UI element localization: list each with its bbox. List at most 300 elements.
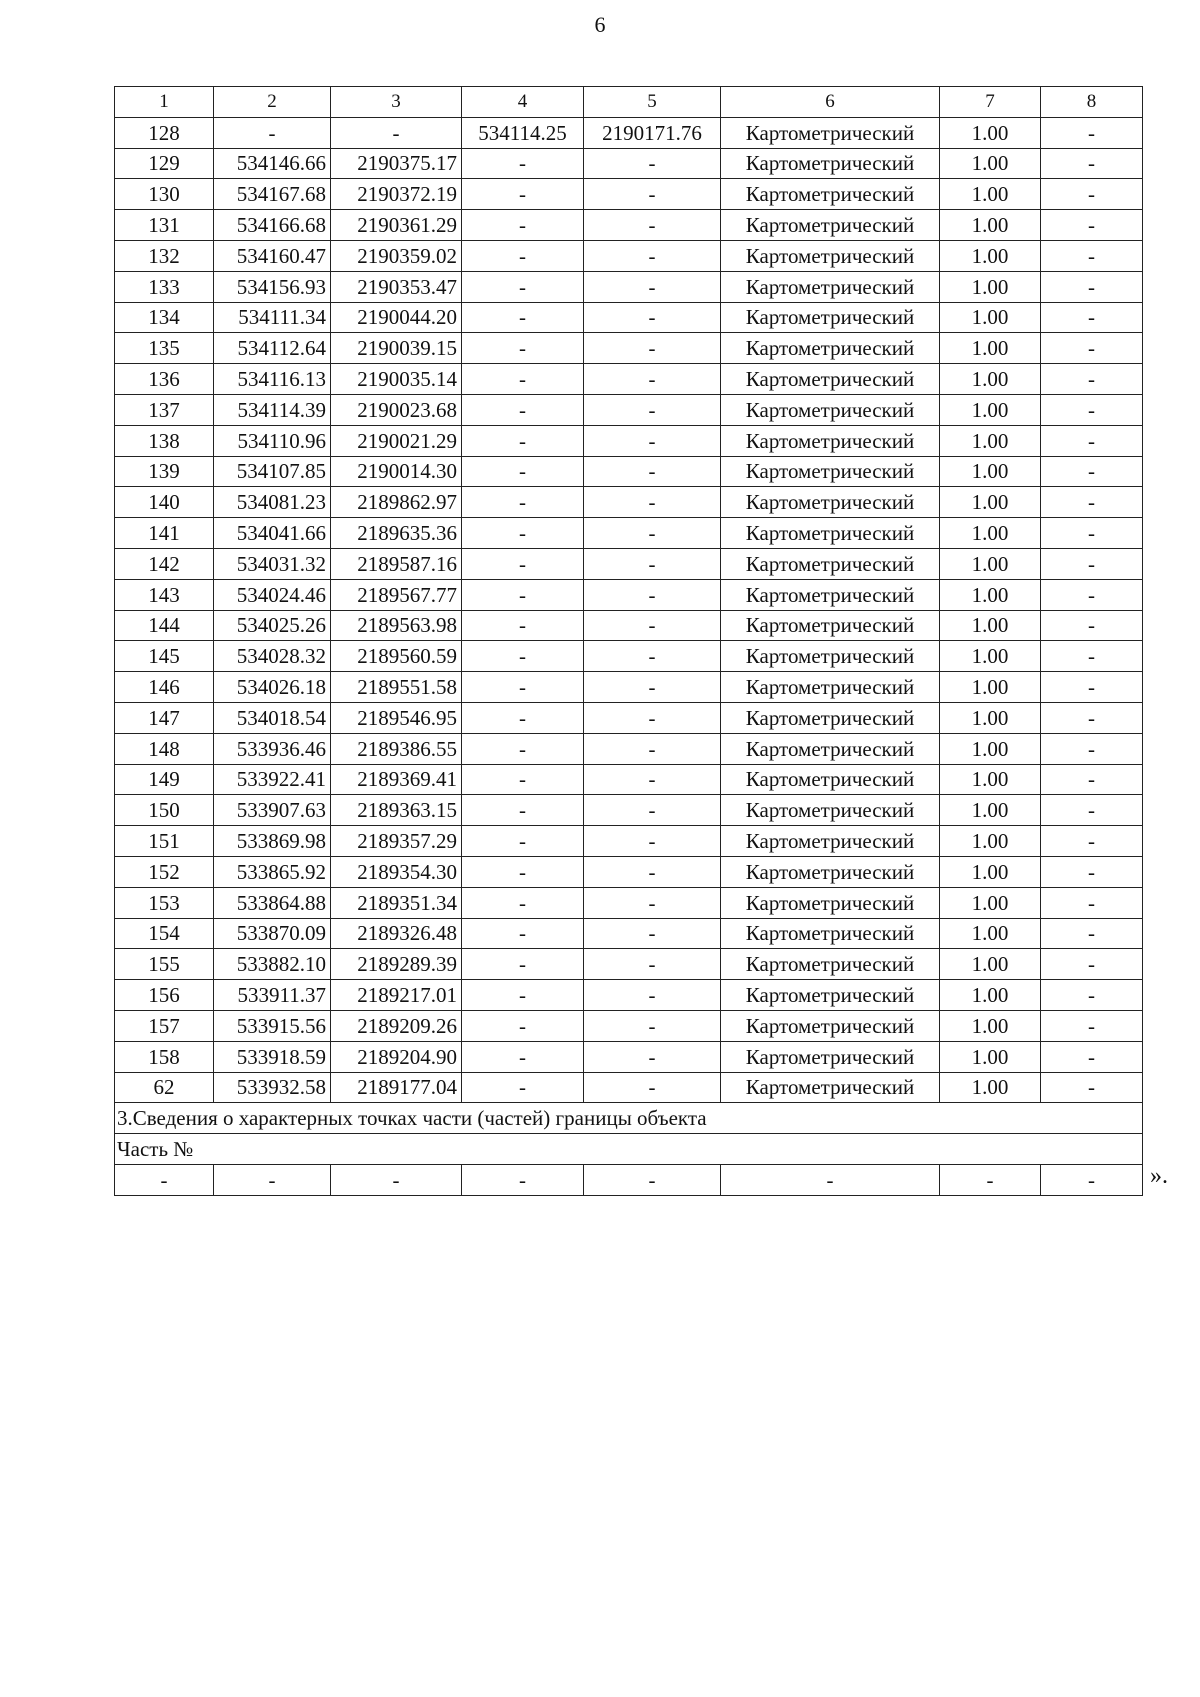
table-cell: 533864.88 [214,887,331,918]
table-row [115,240,1143,271]
table-cell: - [1041,333,1143,364]
table-cell: 533882.10 [214,949,331,980]
table-cell: - [115,1164,214,1195]
table-cell: Картометрический [721,179,940,210]
table-cell: 533869.98 [214,826,331,857]
table-cell: Картометрический [721,210,940,241]
table-cell: 139 [115,456,214,487]
table-cell: 1.00 [940,980,1041,1011]
table-cell: 1.00 [940,579,1041,610]
table-cell: - [462,579,584,610]
table-cell: Картометрический [721,271,940,302]
table-cell: - [1041,579,1143,610]
table-cell: 155 [115,949,214,980]
table-cell: - [1041,1072,1143,1103]
table-cell: - [462,826,584,857]
table-cell: 2189567.77 [331,579,462,610]
table-cell: - [462,333,584,364]
table-cell: 2189357.29 [331,826,462,857]
table-row [115,826,1143,857]
table-cell: - [584,210,721,241]
table-cell: Картометрический [721,487,940,518]
table-cell: 1.00 [940,548,1041,579]
table-cell: - [584,795,721,826]
table-cell: - [584,826,721,857]
table-cell: - [462,1164,584,1195]
table-row [115,949,1143,980]
table-cell: - [462,179,584,210]
table-cell: 2189563.98 [331,610,462,641]
table-row [115,148,1143,179]
table-cell: 2190359.02 [331,240,462,271]
table-cell: - [462,733,584,764]
empty-part-row [115,1164,1143,1195]
table-row [115,733,1143,764]
table-cell: 534146.66 [214,148,331,179]
table-cell: 1.00 [940,1041,1041,1072]
table-cell: 534026.18 [214,672,331,703]
table-cell: 156 [115,980,214,1011]
table-cell: 533911.37 [214,980,331,1011]
table-cell: - [462,210,584,241]
table-cell: 1.00 [940,518,1041,549]
table-cell: - [462,548,584,579]
table-cell: 146 [115,672,214,703]
table-cell: Картометрический [721,302,940,333]
table-cell: 2189351.34 [331,887,462,918]
table-cell: Картометрический [721,425,940,456]
table-cell: 143 [115,579,214,610]
table-cell: - [1041,1010,1143,1041]
table-cell: - [584,980,721,1011]
table-row [115,1072,1143,1103]
table-cell: Картометрический [721,949,940,980]
table-cell: - [462,487,584,518]
part-label-row [115,1134,1143,1165]
table-cell: - [1041,1041,1143,1072]
table-cell: - [584,702,721,733]
table-cell: 2189209.26 [331,1010,462,1041]
table-cell: 1.00 [940,856,1041,887]
table-row [115,518,1143,549]
table-cell: 1.00 [940,302,1041,333]
column-header: 5 [584,87,721,118]
table-cell: - [331,1164,462,1195]
table-cell: 2189551.58 [331,672,462,703]
table-cell: 153 [115,887,214,918]
table-cell: 2190035.14 [331,364,462,395]
table-cell: 145 [115,641,214,672]
table-cell: 1.00 [940,702,1041,733]
table-cell: 130 [115,179,214,210]
coordinates-table-body [115,87,1143,1196]
table-cell: 2189369.41 [331,764,462,795]
table-cell: - [462,887,584,918]
table-cell: - [1041,302,1143,333]
table-row [115,1010,1143,1041]
table-cell: 2189386.55 [331,733,462,764]
table-row [115,302,1143,333]
table-cell: - [1041,980,1143,1011]
table-cell: - [584,394,721,425]
table-cell: 140 [115,487,214,518]
table-cell: - [1041,764,1143,795]
table-cell: - [1041,856,1143,887]
table-cell: 2190372.19 [331,179,462,210]
table-cell: - [462,795,584,826]
page-number: 6 [594,12,606,37]
table-cell: 2189363.15 [331,795,462,826]
table-cell: 2189217.01 [331,980,462,1011]
table-cell: - [1041,518,1143,549]
table-cell: Картометрический [721,856,940,887]
table-cell: 2190171.76 [584,117,721,148]
table-cell: - [584,949,721,980]
table-cell: Картометрический [721,240,940,271]
table-cell: - [462,980,584,1011]
table-row [115,117,1143,148]
table-cell: - [1041,117,1143,148]
section-title-row [115,1103,1143,1134]
table-cell: - [584,887,721,918]
table-cell: 147 [115,702,214,733]
table-cell: Картометрический [721,826,940,857]
table-cell: 533915.56 [214,1010,331,1041]
table-cell: - [462,148,584,179]
table-cell: 1.00 [940,1010,1041,1041]
table-cell: 2190361.29 [331,210,462,241]
table-cell: 1.00 [940,918,1041,949]
table-cell: - [584,487,721,518]
table-cell: - [462,456,584,487]
table-row [115,333,1143,364]
table-cell: - [584,1041,721,1072]
table-cell: Картометрический [721,887,940,918]
table-cell: - [462,949,584,980]
table-cell: - [462,1072,584,1103]
table-cell: - [462,394,584,425]
table-cell: - [584,548,721,579]
table-row [115,887,1143,918]
table-cell: 152 [115,856,214,887]
table-cell: - [462,918,584,949]
table-cell: 137 [115,394,214,425]
table-cell: - [214,1164,331,1195]
table-cell: 2189635.36 [331,518,462,549]
table-cell: - [584,1072,721,1103]
table-cell: - [1041,1164,1143,1195]
table-cell: 533907.63 [214,795,331,826]
table-cell: 1.00 [940,487,1041,518]
table-cell: - [584,1010,721,1041]
column-header: 1 [115,87,214,118]
table-cell: Картометрический [721,795,940,826]
column-header: 8 [1041,87,1143,118]
table-cell: - [1041,672,1143,703]
table-cell: 1.00 [940,887,1041,918]
table-row [115,364,1143,395]
table-cell: - [462,672,584,703]
table-cell: - [1041,733,1143,764]
table-cell: 533865.92 [214,856,331,887]
table-cell: 533932.58 [214,1072,331,1103]
table-cell: - [462,364,584,395]
table-row [115,610,1143,641]
table-cell: 148 [115,733,214,764]
table-row [115,764,1143,795]
table-cell: 1.00 [940,949,1041,980]
table-cell: - [462,1041,584,1072]
table-cell: 129 [115,148,214,179]
table-cell: 1.00 [940,795,1041,826]
table-cell: Картометрический [721,1041,940,1072]
table-cell: - [584,364,721,395]
table-cell: - [584,518,721,549]
table-cell: - [584,333,721,364]
table-cell: 2190353.47 [331,271,462,302]
table-cell: 138 [115,425,214,456]
table-cell: 534111.34 [214,302,331,333]
table-cell: - [462,271,584,302]
table-cell: - [1041,918,1143,949]
table-cell: - [1041,487,1143,518]
table-cell: - [940,1164,1041,1195]
table-row [115,795,1143,826]
table-cell: 1.00 [940,364,1041,395]
table-cell: Картометрический [721,518,940,549]
table-cell: Картометрический [721,394,940,425]
table-cell: - [1041,641,1143,672]
table-row [115,456,1143,487]
table-row [115,672,1143,703]
column-header: 2 [214,87,331,118]
table-cell: 149 [115,764,214,795]
table-cell: 534041.66 [214,518,331,549]
table-cell: 154 [115,918,214,949]
table-cell: 2190039.15 [331,333,462,364]
table-cell: - [1041,795,1143,826]
table-cell: - [584,641,721,672]
table-cell: Картометрический [721,579,940,610]
table-cell: 2189177.04 [331,1072,462,1103]
table-row [115,394,1143,425]
table-cell: 1.00 [940,1072,1041,1103]
table-cell: - [462,240,584,271]
table-cell: - [462,518,584,549]
table-row [115,918,1143,949]
coordinates-table [114,86,1143,1196]
column-header: 4 [462,87,584,118]
table-cell: - [584,271,721,302]
table-cell: 133 [115,271,214,302]
column-header: 6 [721,87,940,118]
table-cell: 157 [115,1010,214,1041]
table-cell: - [584,148,721,179]
table-cell: Картометрический [721,333,940,364]
table-cell: - [584,302,721,333]
table-cell: 1.00 [940,240,1041,271]
table-cell: - [462,610,584,641]
table-cell: 1.00 [940,394,1041,425]
table-cell: - [331,117,462,148]
table-row [115,425,1143,456]
table-cell: 2189204.90 [331,1041,462,1072]
table-cell: 534112.64 [214,333,331,364]
table-cell: 534114.39 [214,394,331,425]
table-cell: 2190375.17 [331,148,462,179]
table-cell: - [1041,179,1143,210]
table-cell: 2190023.68 [331,394,462,425]
table-cell: Картометрический [721,733,940,764]
table-cell: - [462,702,584,733]
table-cell: - [584,918,721,949]
part-label: Часть № [115,1134,1143,1165]
table-cell: - [1041,610,1143,641]
table-cell: - [1041,425,1143,456]
table-cell: - [1041,210,1143,241]
table-cell: - [584,456,721,487]
table-cell: - [1041,394,1143,425]
table-cell: - [584,425,721,456]
table-cell: 2189546.95 [331,702,462,733]
table-cell: 2189862.97 [331,487,462,518]
table-cell: - [584,1164,721,1195]
table-cell: - [462,856,584,887]
table-cell: 534025.26 [214,610,331,641]
table-cell: 136 [115,364,214,395]
table-cell: 533918.59 [214,1041,331,1072]
section-title: 3.Сведения о характерных точках части (частей) границы объекта [115,1103,1143,1134]
table-cell: 1.00 [940,641,1041,672]
table-cell: 1.00 [940,733,1041,764]
table-cell: Картометрический [721,702,940,733]
table-cell: - [1041,826,1143,857]
table-row [115,641,1143,672]
table-cell: 534081.23 [214,487,331,518]
table-cell: - [584,179,721,210]
table-cell: Картометрический [721,610,940,641]
table-cell: 1.00 [940,210,1041,241]
table-cell: Картометрический [721,1010,940,1041]
table-cell: - [584,733,721,764]
table-cell: - [1041,887,1143,918]
table-row [115,579,1143,610]
table-cell: 128 [115,117,214,148]
table-cell: 62 [115,1072,214,1103]
table-cell: 534116.13 [214,364,331,395]
table-cell: 534028.32 [214,641,331,672]
table-cell: Картометрический [721,364,940,395]
table-cell: - [1041,240,1143,271]
table-cell: Картометрический [721,548,940,579]
table-cell: 132 [115,240,214,271]
table-cell: 1.00 [940,425,1041,456]
table-cell: 2189560.59 [331,641,462,672]
table-cell: 1.00 [940,672,1041,703]
table-cell: 534160.47 [214,240,331,271]
table-row [115,210,1143,241]
table-row [115,179,1143,210]
table-cell: - [584,764,721,795]
table-cell: - [462,764,584,795]
table-cell: - [462,425,584,456]
table-cell: Картометрический [721,672,940,703]
table-cell: - [1041,456,1143,487]
table-cell: - [584,610,721,641]
table-cell: 534031.32 [214,548,331,579]
table-row [115,1041,1143,1072]
table-header-row [115,87,1143,118]
table-cell: 534156.93 [214,271,331,302]
table-cell: 534107.85 [214,456,331,487]
table-cell: 1.00 [940,826,1041,857]
table-cell: 2189289.39 [331,949,462,980]
table-cell: 2189587.16 [331,548,462,579]
table-cell: 2190014.30 [331,456,462,487]
table-cell: - [584,672,721,703]
table-cell: 131 [115,210,214,241]
column-header: 7 [940,87,1041,118]
table-row [115,271,1143,302]
table-cell: 534110.96 [214,425,331,456]
table-cell: - [462,302,584,333]
table-cell: 2190044.20 [331,302,462,333]
table-cell: 2189354.30 [331,856,462,887]
table-row [115,856,1143,887]
table-cell: 135 [115,333,214,364]
table-cell: 144 [115,610,214,641]
table-cell: Картометрический [721,456,940,487]
table-cell: 150 [115,795,214,826]
table-cell: Картометрический [721,980,940,1011]
table-cell: - [1041,702,1143,733]
table-cell: 134 [115,302,214,333]
table-cell: 534167.68 [214,179,331,210]
table-cell: Картометрический [721,918,940,949]
table-cell: 1.00 [940,148,1041,179]
table-cell: - [1041,548,1143,579]
table-cell: - [1041,949,1143,980]
table-cell: - [462,641,584,672]
table-cell: 533870.09 [214,918,331,949]
closing-quote-mark: ». [1150,1163,1168,1189]
table-cell: Картометрический [721,764,940,795]
table-cell: 142 [115,548,214,579]
table-cell: 141 [115,518,214,549]
table-cell: 1.00 [940,456,1041,487]
table-cell: 533936.46 [214,733,331,764]
column-header: 3 [331,87,462,118]
table-row [115,487,1143,518]
table-cell: 1.00 [940,610,1041,641]
table-cell: - [584,856,721,887]
table-cell: 533922.41 [214,764,331,795]
table-cell: - [1041,148,1143,179]
table-cell: - [214,117,331,148]
table-cell: 151 [115,826,214,857]
table-row [115,548,1143,579]
table-cell: - [1041,271,1143,302]
table-cell: - [721,1164,940,1195]
table-cell: 158 [115,1041,214,1072]
table-cell: Картометрический [721,117,940,148]
table-cell: 2189326.48 [331,918,462,949]
table-row [115,980,1143,1011]
table-cell: 1.00 [940,333,1041,364]
table-cell: - [584,579,721,610]
table-cell: 534018.54 [214,702,331,733]
table-row [115,702,1143,733]
